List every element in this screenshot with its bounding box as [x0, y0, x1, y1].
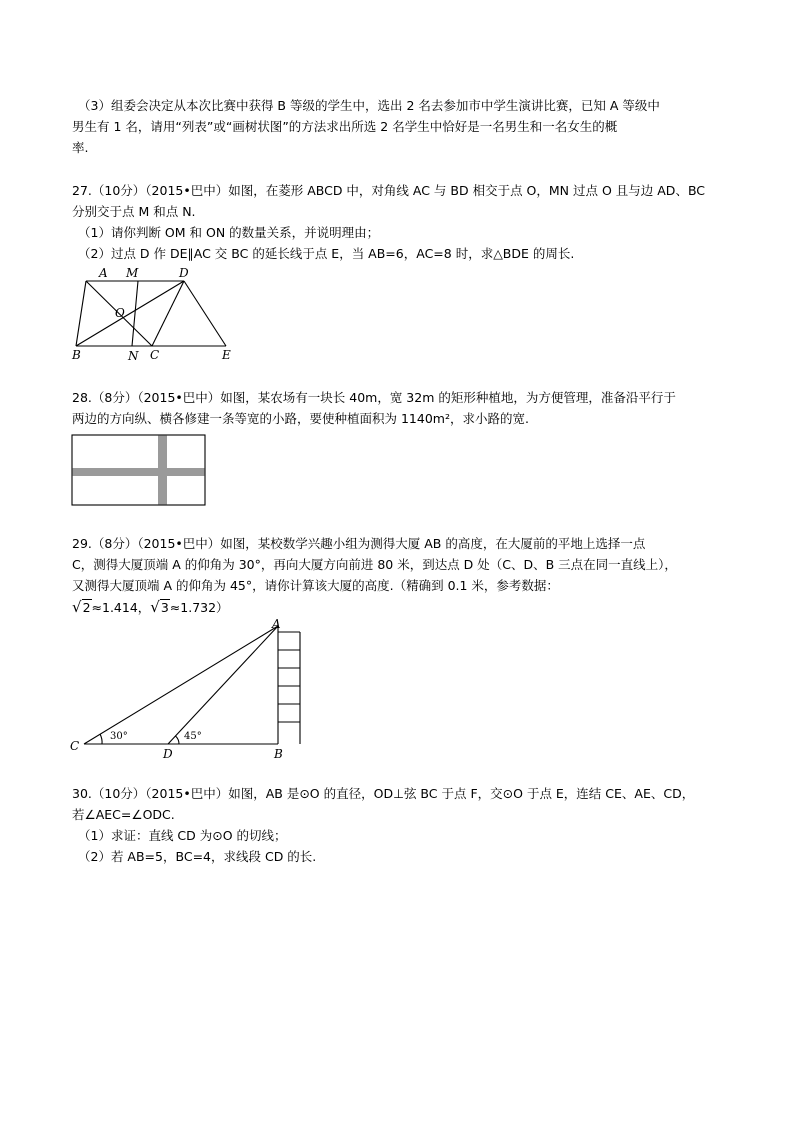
- label-b: B: [72, 348, 81, 362]
- sqrt-symbol: √: [72, 598, 82, 616]
- q26-part3-line1: （3）组委会决定从本次比赛中获得 B 等级的学生中，选出 2 名去参加市中学生演讲比赛，已知 A 等级中: [78, 98, 660, 113]
- q28-stem-line2: 两边的方向纵、横各修建一条等宽的小路，要使种植面积为 1140m²，求小路的宽.: [72, 411, 529, 426]
- sqrt3-radicand: 3: [160, 600, 169, 615]
- q30-part2: （2）若 AB=5，BC=4，求线段 CD 的长.: [78, 849, 317, 864]
- q29-stem-line3: 又测得大厦顶端 A 的仰角为 45°，请你计算该大厦的高度.（精确到 0.1 米，参考数据：: [72, 578, 559, 593]
- q26-part3-line3: 率.: [72, 140, 89, 155]
- q27-part2: （2）过点 D 作 DE∥AC 交 BC 的延长线于点 E，当 AB=6，AC=8 时，求△BDE 的周长.: [78, 246, 575, 261]
- angle-label-30: 30°: [110, 731, 128, 742]
- angle-arc-45: [176, 736, 180, 744]
- label-c: C: [150, 348, 160, 362]
- label-b: B: [274, 747, 283, 761]
- q27-stem-line1: 27.（10分）（2015•巴中）如图，在菱形 ABCD 中，对角线 AC 与 BD 相交于点 O，MN 过点 O 且与边 AD、BC: [72, 183, 706, 198]
- q27-stem-line2: 分别交于点 M 和点 N.: [72, 204, 196, 219]
- q26-part3-line2: 男生有 1 名，请用“列表”或“画树状图”的方法求出所选 2 名学生中恰好是一名男生和一名女生的概: [72, 119, 618, 134]
- label-o: O: [115, 306, 125, 320]
- q29-reference-values: [72, 598, 229, 617]
- sqrt2-radicand: 2: [82, 600, 91, 615]
- q27-part1: （1）请你判断 OM 和 ON 的数量关系，并说明理由；: [78, 225, 380, 240]
- q30-stem-line1: 30.（10分）（2015•巴中）如图，AB 是⊙O 的直径，OD⊥弦 BC 于点 F，交⊙O 于点 E，连结 CE、AE、CD，: [72, 786, 695, 801]
- vertical-path: [158, 436, 167, 505]
- label-d: D: [163, 747, 173, 761]
- sqrt3-value: ≈1.732）: [169, 600, 229, 615]
- sqrt2-value: ≈1.414，: [91, 600, 151, 615]
- building-elevation-figure: [66, 616, 306, 762]
- label-e: E: [222, 348, 231, 362]
- q30-part1: （1）求证：直线 CD 为⊙O 的切线；: [78, 828, 287, 843]
- label-a: A: [99, 266, 108, 280]
- label-c: C: [70, 739, 80, 753]
- q30-stem-line2: 若∠AEC=∠ODC.: [72, 807, 175, 822]
- label-m: M: [126, 266, 139, 280]
- q29-stem-line1: 29.（8分）（2015•巴中）如图，某校数学兴趣小组为测得大厦 AB 的高度，在大厦前的平地上选择一点: [72, 536, 646, 551]
- sight-line-ca: [84, 626, 278, 744]
- horizontal-path: [73, 468, 205, 476]
- farm-rectangle-figure: [71, 434, 207, 508]
- sqrt-symbol: √: [150, 598, 160, 616]
- q29-stem-line2: C，测得大厦顶端 A 的仰角为 30°，再向大厦方向前进 80 米，到达点 D 处（C、D、B 三点在同一直线上），: [72, 557, 677, 572]
- label-d: D: [179, 266, 189, 280]
- q28-stem-line1: 28.（8分）（2015•巴中）如图，某农场有一块长 40m，宽 32m 的矩形种植地，为方便管理，准备沿平行于: [72, 390, 676, 405]
- angle-arc-30: [100, 734, 102, 744]
- segment-de: [184, 281, 226, 346]
- rhombus-figure: [66, 264, 246, 364]
- segment-mn: [132, 281, 138, 346]
- sight-line-da: [168, 626, 278, 744]
- label-a: A: [272, 617, 281, 631]
- angle-label-45: 45°: [184, 731, 202, 742]
- side-ab: [76, 281, 86, 346]
- label-n: N: [128, 349, 139, 363]
